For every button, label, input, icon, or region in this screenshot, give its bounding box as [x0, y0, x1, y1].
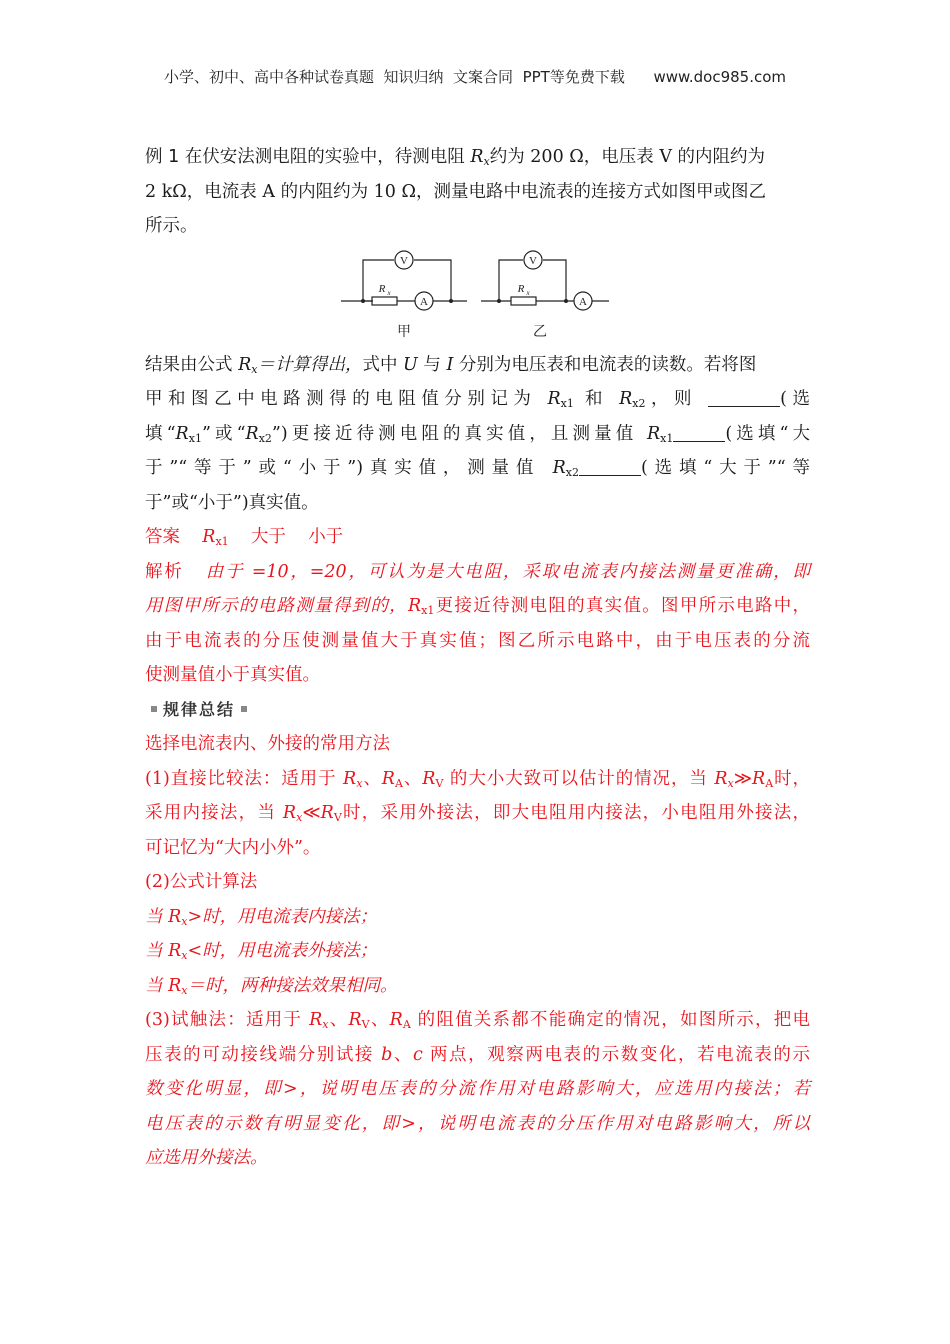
method-2-line-1: 当 $R_x>$时，用电流表内接法；: [145, 906, 378, 928]
problem-line-1: 结果由公式 $R_x=$计算得出，式中 U 与 I 分别为电压表和电流表的读数。若将图: [145, 354, 757, 376]
voltmeter-label: V: [400, 254, 408, 267]
rule-subtitle: 选择电流表内、外接的常用方法: [145, 734, 390, 754]
problem-line-4: 于”“等于”或“小于”)真实值，测量值 $R_{x2}$ (选填“大于”“等: [145, 458, 810, 479]
method-1-line-2: 采用内接法，当 $R_x≪R_V$时，采用外接法，即大电阻用内接法，小电阻用外接法，: [145, 803, 811, 824]
method-1-line-3: 可记忆为“大内小外”。: [145, 837, 321, 858]
answer-blank-3[interactable]: [579, 457, 641, 476]
figure-label-left: 甲: [397, 323, 411, 340]
circuit-diagram: [341, 244, 611, 344]
method-3-line-2: 压表的可动接线端分别试接 b、c 两点，观察两电表的示数变化，若电流表的示: [145, 1044, 811, 1065]
method-2-line-3: 当 $R_x=$时，两种接法效果相同。: [145, 975, 398, 997]
circuit-figure: [145, 244, 810, 348]
resistor-label: R: [378, 282, 386, 295]
analysis-line-2: 用图甲所示的电路测量得到的，$R_{x1}$更接近待测电阻的真实值。图甲所示电路中，: [145, 596, 811, 617]
example-line-2: 2 kΩ，电流表 A 的内阻约为 10 Ω，测量电路中电流表的连接方式如图甲或图乙: [145, 181, 766, 202]
analysis-line-4: 使测量值小于真实值。: [145, 665, 320, 685]
problem-line-5: 于”或“小于”)真实值。: [145, 492, 319, 513]
example-line-1: 例 1 在伏安法测电阻的实验中，待测电阻 $R_x$约为 200 Ω，电压表 V 的内阻约为: [145, 147, 766, 168]
ammeter-label: A: [420, 295, 428, 308]
ammeter-label: A: [579, 295, 587, 308]
rule-heading: 规律总结: [145, 693, 810, 728]
bullet-square-icon: [241, 706, 247, 712]
junction-dot: [449, 299, 453, 303]
method-3-line-3: 数变化明显，即>，说明电压表的分流作用对电路影响大，应选用内接法；若: [145, 1079, 810, 1099]
method-3-line-4: 电压表的示数有明显变化，即>，说明电流表的分压作用对电路影响大，所以: [145, 1113, 810, 1134]
method-3-line-1: (3)试触法：适用于 $R_x$、$R_V$、$R_A$ 的阻值关系都不能确定的情况，如图所示，把电: [145, 1010, 811, 1031]
resistor-label: R: [517, 282, 525, 295]
example-line-3: 所示。: [145, 216, 198, 236]
analysis-line-1: 解析 由于 =10，=20，可认为是大电阻，采取电流表内接法测量更准确，即: [145, 561, 810, 582]
answer-blank-1[interactable]: [708, 388, 780, 407]
voltmeter-label: V: [529, 254, 537, 267]
analysis-line-3: 由于电流表的分压使测量值大于真实值；图乙所示电路中，由于电压表的分流: [145, 630, 810, 651]
method-2-title: (2)公式计算法: [145, 872, 258, 892]
junction-dot: [564, 299, 568, 303]
resistor-sub: x: [526, 288, 530, 297]
bullet-square-icon: [151, 706, 157, 712]
problem-line-2: 甲和图乙中电路测得的电阻值分别记为 $R_{x1}$ 和 $R_{x2}$，则 (选: [145, 389, 810, 410]
junction-dot: [497, 299, 501, 303]
figure-label-right: 乙: [533, 323, 547, 340]
junction-dot: [361, 299, 365, 303]
document-body: [145, 140, 810, 1176]
problem-line-3: 填“$R_{x1}$”或“$R_{x2}$”)更接近待测电阻的真实值，且测量值 $R_{x1}$ (选填“大: [145, 423, 810, 445]
method-2-line-2: 当 $R_x<$时，用电流表外接法；: [145, 941, 378, 962]
answer-blank-2[interactable]: [673, 423, 725, 442]
resistor-sub: x: [387, 288, 391, 297]
method-1-line-1: (1)直接比较法：适用于 $R_x$、$R_A$、$R_V$ 的大小大致可以估计的情况，当 $R_x≫R_A$时，: [145, 768, 811, 790]
page-header: 小学、初中、高中各种试卷真题 知识归纳 文案合同 PPT等免费下载 www.doc985.com: [163, 68, 787, 86]
method-3-line-5: 应选用外接法。: [145, 1148, 268, 1168]
answer-line: 答案 $R_{x1}$ 大于 小于: [145, 527, 344, 548]
